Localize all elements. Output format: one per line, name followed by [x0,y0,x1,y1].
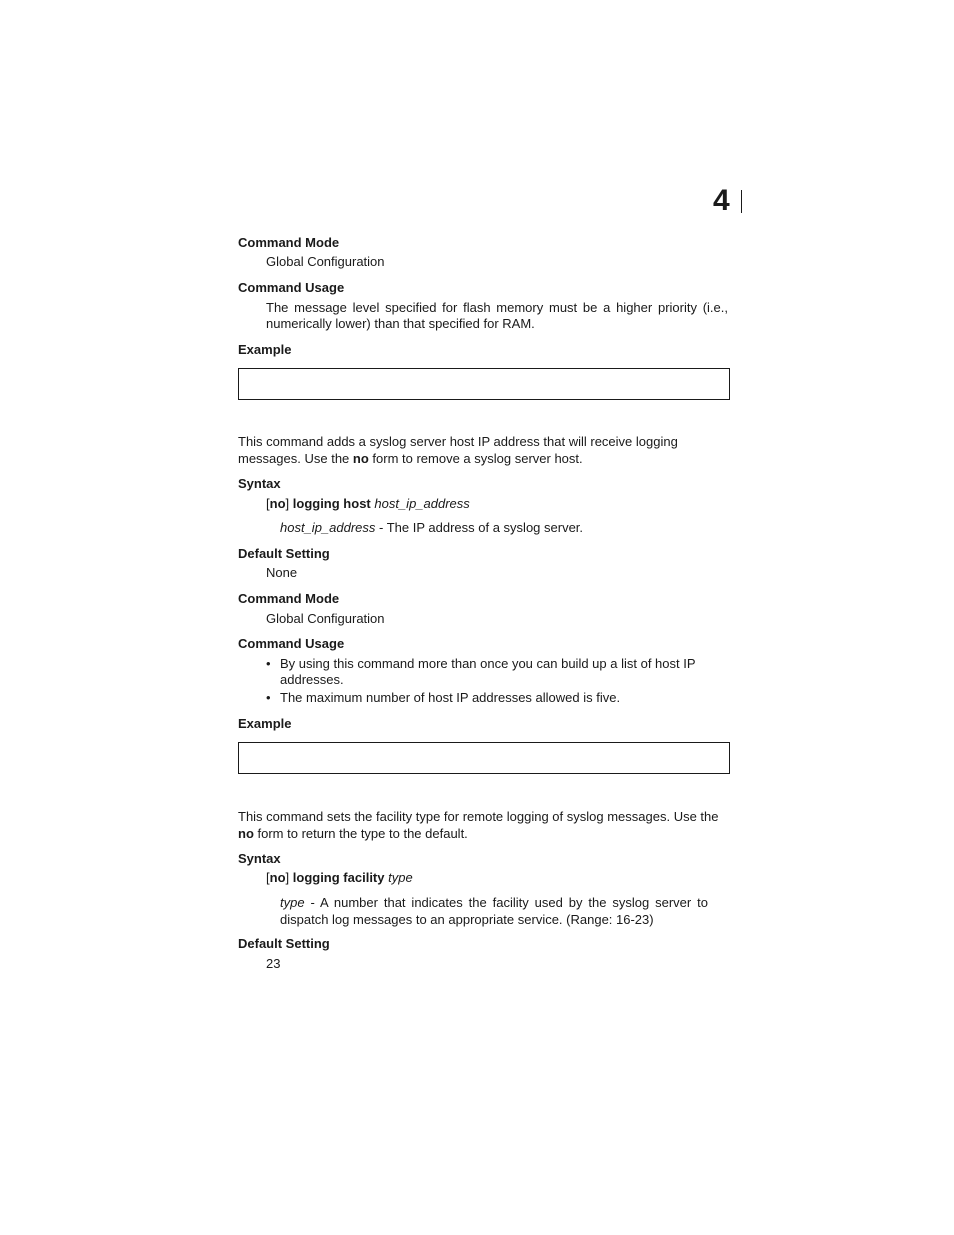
example-heading: Example [238,342,292,357]
chapter-number: 4 [713,184,730,217]
command-usage-heading: Command Usage [238,280,345,295]
command-mode-heading: Command Mode [238,591,340,606]
bullet-icon: • [266,656,271,671]
syntax-heading: Syntax [238,476,281,491]
command-mode-value: Global Configuration [266,611,385,626]
syntax-heading: Syntax [238,851,281,866]
command-mode-value: Global Configuration [266,254,385,269]
usage-bullet-item: • The maximum number of host IP addresses allowed is five. [266,690,621,705]
example-box [238,742,730,774]
bullet-icon: • [266,690,271,705]
default-setting-heading: Default Setting [238,936,330,951]
command-mode-heading: Command Mode [238,235,340,250]
logging-facility-intro: This command sets the facility type for remote logging of syslog messages. Use the no form to return the type to the default. [238,809,719,841]
usage-bullet-item: • By using this command more than once you can build up a list of host IP addresses. [266,656,696,687]
default-setting-heading: Default Setting [238,546,330,561]
chapter-divider [741,190,742,213]
default-setting-value: None [266,565,298,580]
command-usage-heading: Command Usage [238,636,345,651]
example-heading: Example [238,716,292,731]
command-usage-text: The message level specified for flash memory must be a higher priority (i.e., numerically lower) than that specified for RAM. [266,300,728,331]
default-setting-value: 23 [266,956,281,971]
param-description: type - A number that indicates the facility used by the syslog server to dispatch log messages to an appropriate service. (Range: 16-23) [280,895,708,927]
param-description: host_ip_address - The IP address of a syslog server. [280,520,584,535]
logging-host-intro: This command adds a syslog server host IP address that will receive logging messages. Use the no form to remove a syslog server host. [238,434,678,466]
example-box [238,368,730,400]
syntax-line: [no] logging facility type [266,870,413,885]
syntax-line: [no] logging host host_ip_address [266,496,470,511]
